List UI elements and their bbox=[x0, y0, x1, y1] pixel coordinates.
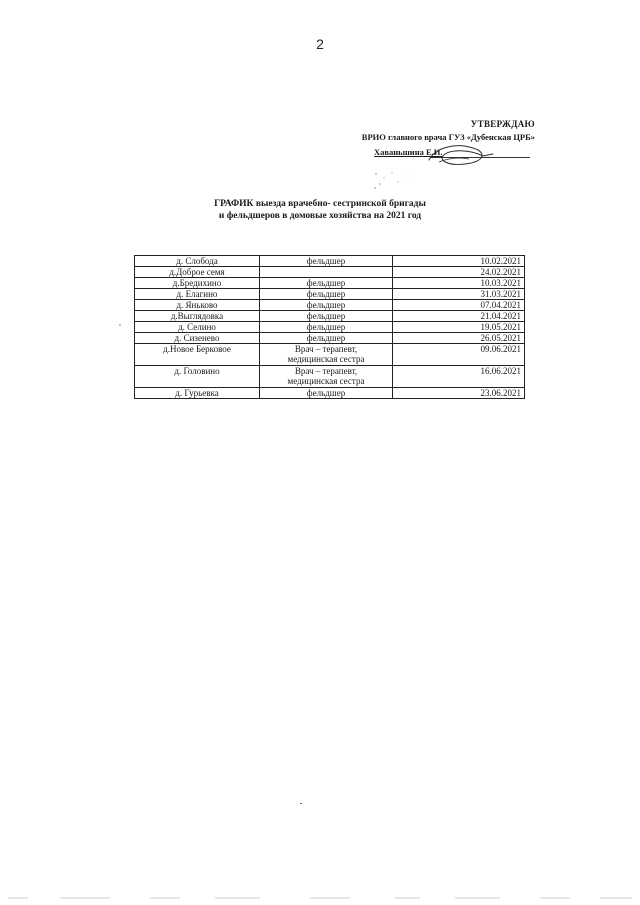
table-row bbox=[135, 289, 525, 300]
staff-cell bbox=[260, 267, 393, 278]
staff-line-1: Врач – терапевт, bbox=[294, 366, 358, 376]
place-cell: д. Гурьевка bbox=[135, 388, 260, 399]
staff-cell: фельдшер bbox=[260, 256, 393, 267]
staff-cell: фельдшер bbox=[260, 311, 393, 322]
staff-line-2: медицинская сестра bbox=[287, 354, 365, 364]
stamp-residue-icon bbox=[372, 170, 432, 190]
staff-cell bbox=[260, 344, 393, 366]
table-row bbox=[135, 344, 525, 366]
place-cell: д. Слобода bbox=[135, 256, 260, 267]
table-row bbox=[135, 300, 525, 311]
place-cell: д.Доброе семя bbox=[135, 267, 260, 278]
table-row bbox=[135, 322, 525, 333]
staff-line-1: Врач – терапевт, bbox=[294, 344, 358, 354]
approval-position: ВРИО главного врача ГУЗ «Дубенская ЦРБ» bbox=[361, 132, 535, 142]
place-cell: д. Яньково bbox=[135, 300, 260, 311]
place-cell: д. Сизенево bbox=[135, 333, 260, 344]
place-cell: д.Бредихино bbox=[135, 278, 260, 289]
date-cell: 10.03.2021 bbox=[393, 278, 525, 289]
place-cell: д. Елагино bbox=[135, 289, 260, 300]
scan-footer-noise-icon bbox=[0, 895, 640, 901]
margin-mark: , bbox=[119, 318, 121, 327]
scan-speck bbox=[300, 803, 302, 804]
place-cell: д. Селино bbox=[135, 322, 260, 333]
date-cell: 07.04.2021 bbox=[393, 300, 525, 311]
table-row bbox=[135, 333, 525, 344]
table-row bbox=[135, 366, 525, 388]
staff-cell: фельдшер bbox=[260, 300, 393, 311]
date-cell: 23.06.2021 bbox=[393, 388, 525, 399]
staff-cell: фельдшер bbox=[260, 333, 393, 344]
table-row bbox=[135, 311, 525, 322]
date-cell: 16.06.2021 bbox=[393, 366, 525, 388]
staff-cell: фельдшер bbox=[260, 388, 393, 399]
staff-cell: фельдшер bbox=[260, 322, 393, 333]
document-title-line-1: ГРАФИК выезда врачебно- сестринской бригады bbox=[214, 199, 426, 209]
staff-cell: фельдшер bbox=[260, 278, 393, 289]
approval-title: УТВЕРЖДАЮ bbox=[470, 119, 535, 129]
date-cell: 26.05.2021 bbox=[393, 333, 525, 344]
table-row bbox=[135, 256, 525, 267]
table-row bbox=[135, 278, 525, 289]
date-cell: 31.03.2021 bbox=[393, 289, 525, 300]
table-row bbox=[135, 388, 525, 399]
staff-cell: фельдшер bbox=[260, 289, 393, 300]
handwritten-signature-icon bbox=[425, 140, 495, 170]
table-row bbox=[135, 267, 525, 278]
place-cell: д.Выглядовка bbox=[135, 311, 260, 322]
place-cell: д. Головино bbox=[135, 366, 260, 388]
page-number: 2 bbox=[316, 36, 324, 52]
date-cell: 09.06.2021 bbox=[393, 344, 525, 366]
approval-name: Хаваньшина Е.И. bbox=[374, 147, 443, 157]
date-cell: 19.05.2021 bbox=[393, 322, 525, 333]
date-cell: 24.02.2021 bbox=[393, 267, 525, 278]
staff-line-2: медицинская сестра bbox=[287, 376, 365, 386]
document-title-line-2: и фельдшеров в домовые хозяйства на 2021 год bbox=[218, 211, 422, 221]
staff-cell bbox=[260, 366, 393, 388]
document-title bbox=[150, 198, 490, 222]
date-cell: 21.04.2021 bbox=[393, 311, 525, 322]
schedule-table bbox=[134, 255, 525, 399]
place-cell: д.Новое Берковое bbox=[135, 344, 260, 366]
date-cell: 10.02.2021 bbox=[393, 256, 525, 267]
